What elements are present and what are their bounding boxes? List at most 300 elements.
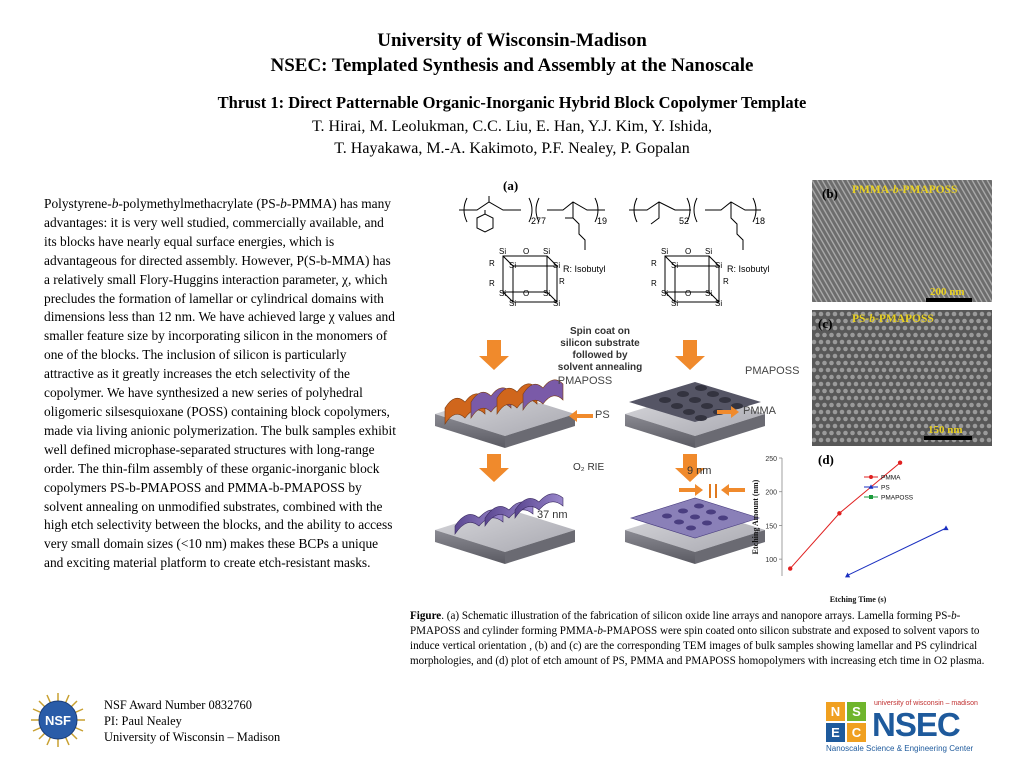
cylinder-dot <box>885 361 890 366</box>
cylinder-dot <box>945 396 950 401</box>
cylinder-dot <box>980 438 985 443</box>
cylinder-dot <box>917 368 922 373</box>
cylinder-dot <box>973 424 978 429</box>
o-atom: O <box>685 289 692 298</box>
cylinder-dot <box>917 424 922 429</box>
cylinder-dot <box>962 403 967 408</box>
cylinder-dot <box>980 424 985 429</box>
cylinder-dot <box>833 340 838 345</box>
cylinder-dot <box>962 375 967 380</box>
cylinder-dot <box>850 417 855 422</box>
si-atom: Si <box>499 289 507 298</box>
cylinder-dot <box>815 417 820 422</box>
cylinder-dot <box>938 340 943 345</box>
cylinder-dot <box>864 417 869 422</box>
cylinder-dot <box>966 326 971 331</box>
cylinder-dot <box>819 410 824 415</box>
cylinder-dot <box>819 396 824 401</box>
cylinder-dot <box>959 396 964 401</box>
cylinder-dot <box>882 396 887 401</box>
tem-b-title <box>852 184 957 196</box>
data-point-pmma <box>788 566 792 570</box>
cylinder-dot <box>843 417 848 422</box>
cylinder-dot <box>983 361 988 366</box>
cylinder-dot <box>983 347 988 352</box>
cylinder-dot <box>885 375 890 380</box>
cylinder-dot <box>899 347 904 352</box>
cylinder-dot <box>861 396 866 401</box>
cylinder-dot <box>924 410 929 415</box>
cylinder-dot <box>966 382 971 387</box>
tem-b-title-part: -PMAPOSS <box>898 184 958 196</box>
cylinder-dot <box>903 382 908 387</box>
cylinder-dot <box>906 361 911 366</box>
figure-label-a: (a) <box>503 178 519 193</box>
cylinder-dot <box>815 389 820 394</box>
cylinder-dot <box>899 431 904 436</box>
cylinder-dot <box>847 424 852 429</box>
cylinder-dot <box>980 396 985 401</box>
cylinder-dot <box>896 382 901 387</box>
cylinder-dot <box>962 431 967 436</box>
cylinder-dot <box>850 361 855 366</box>
cylinder-dot <box>843 431 848 436</box>
cylinder-dot <box>896 438 901 443</box>
spin-coat-line1: Spin coat on <box>570 326 630 337</box>
caption-text: -PMAPOSS and cylinder forming PMMA- <box>410 610 961 638</box>
cylinder-dot <box>822 347 827 352</box>
cylinder-dot <box>815 361 820 366</box>
award-number: NSF Award Number 0832760 <box>104 698 252 712</box>
cylinder-dot <box>924 368 929 373</box>
pi-name: PI: Paul Nealey <box>104 714 182 728</box>
cylinder-dot <box>833 326 838 331</box>
cylinder-dot <box>987 340 992 345</box>
cylinder-dot <box>910 340 915 345</box>
cylinder-dot <box>952 340 957 345</box>
etch-chart <box>746 450 956 608</box>
body-text-part: -polymethylmethacrylate (PS- <box>118 196 281 211</box>
cylinder-dot <box>868 438 873 443</box>
cylinder-dot <box>983 375 988 380</box>
chart-legend <box>864 475 914 502</box>
cylinder-dot <box>864 361 869 366</box>
cylinder-dot <box>850 403 855 408</box>
cylinder-dot <box>987 410 992 415</box>
cylinder-dot <box>962 417 967 422</box>
cylinder-dot <box>819 424 824 429</box>
cylinder-dot <box>903 368 908 373</box>
cylinder-dot <box>976 361 981 366</box>
cylinder-dot <box>847 340 852 345</box>
down-arrow <box>675 340 705 370</box>
cylinder-dot <box>836 389 841 394</box>
cylinder-dot <box>976 375 981 380</box>
cylinder-dot <box>917 438 922 443</box>
repeat-n3: 52 <box>679 216 690 226</box>
o-atom: O <box>685 247 692 256</box>
cylinder-dot <box>826 382 831 387</box>
cylinder-dot <box>822 389 827 394</box>
cylinder-dot <box>980 354 985 359</box>
cylinder-dot <box>882 438 887 443</box>
cylinder-dot <box>896 396 901 401</box>
cylinder-dot <box>889 326 894 331</box>
down-arrow <box>479 340 509 370</box>
legend-marker-pmaposs <box>869 495 873 499</box>
cylinder-dot <box>938 354 943 359</box>
cylinder-dot <box>955 333 960 338</box>
cylinder-dot <box>875 326 880 331</box>
cylinder-dot <box>892 431 897 436</box>
o2-rie-label: O₂ RIE <box>573 462 605 473</box>
etched-lines-slab <box>435 494 575 564</box>
cylinder-dot <box>854 438 859 443</box>
cylinder-dot <box>826 424 831 429</box>
cylinder-dot <box>840 326 845 331</box>
cylinder-dot <box>941 403 946 408</box>
cylinder-dot <box>934 319 939 324</box>
cylinder-dot <box>924 340 929 345</box>
poster-title-line2: NSEC: Templated Synthesis and Assembly at the Nanoscale <box>270 55 754 76</box>
cylinder-dot <box>906 417 911 422</box>
cylinder-dot <box>892 403 897 408</box>
cylinder-dot <box>920 389 925 394</box>
cylinder-dot <box>882 368 887 373</box>
cylinder-dot <box>973 396 978 401</box>
cylinder-dot <box>833 382 838 387</box>
spin-coat-line2: silicon substrate <box>560 338 640 349</box>
caption-text: -PMAPOSS were spin coated onto silicon substrate and exposed to solvent vapors to induce vertical orientation , (b) and (c) are the corresponding TEM images of bulk samples showing lamellar and PS cylindrical morphologies, and (d) plot of etch amount of PS, PMMA and PMAPOSS homopolymers with increasing etch time in O2 plasma. <box>410 625 985 668</box>
cylinder-dot <box>892 347 897 352</box>
cylinder-dot <box>955 389 960 394</box>
cylinder-dot <box>868 382 873 387</box>
cylinder-dot <box>854 410 859 415</box>
cylinder-dot <box>843 375 848 380</box>
cylinder-dot <box>871 361 876 366</box>
nsec-wordmark: NSEC <box>872 706 960 743</box>
cylinder-dot <box>969 375 974 380</box>
cylinder-dot <box>864 375 869 380</box>
cylinder-dot <box>924 382 929 387</box>
cylinder-dot <box>941 361 946 366</box>
cylinder-dot <box>854 368 859 373</box>
cylinder-dot <box>903 396 908 401</box>
cylinder-dot <box>889 424 894 429</box>
cylinder-dot <box>973 326 978 331</box>
body-text-part: Polystyrene- <box>44 196 112 211</box>
cylinder-dot <box>840 410 845 415</box>
cylinder-dot <box>969 403 974 408</box>
cylinder-dot <box>941 375 946 380</box>
cylinder-dot <box>969 361 974 366</box>
cylinder-dot <box>913 403 918 408</box>
cylinder-dot <box>969 389 974 394</box>
cylinder-dot <box>987 424 992 429</box>
cylinder-dot <box>903 354 908 359</box>
cylinder-dot <box>962 389 967 394</box>
cylinder-dot <box>934 403 939 408</box>
cylinder-dot <box>854 354 859 359</box>
cylinder-dot <box>927 361 932 366</box>
r-group: R <box>651 259 657 268</box>
pmaposs-right-label: PMAPOSS <box>745 365 800 377</box>
cylinder-dot <box>857 347 862 352</box>
cylinder-dot <box>910 368 915 373</box>
tem-c-title <box>852 313 934 325</box>
nsec-tile-s: S <box>847 702 866 721</box>
cylinder-dot <box>952 382 957 387</box>
cylinder-dot <box>899 361 904 366</box>
cylinder-dot <box>819 368 824 373</box>
award-university: University of Wisconsin – Madison <box>104 730 281 744</box>
cylinder-dot <box>864 403 869 408</box>
body-text-part: -PMMA) has many advantages: it is very well studied, commercially available, and its blocks have nearly equal surface energies, which is advantageous for directed assembly. However, P(S-b-MMA) has a relatively small Flory-Huggins interaction parameter, χ, which precludes the formation of lamellar or cylindrical domains with dimensions less than 12 nm. We have achieved large χ values and smaller feature size by incorporating silicon in the monomers of one of the blocks. The inclusion of silicon is particularly attractive as it greatly increases the etch selectivity of the copolymer. We have synthesized a new series of polyhedral oligomeric silsesquioxane (POSS) containing block copolymers, made via living anionic polymerization. The bulk samples exhibit well defined microphase-separated structures with long-range order. The thin-film assembly of these organic-inorganic block copolymers PS-b-PMAPOSS and PMMA-b-PMAPOSS by solvent annealing on unmodified substrates, combined with the high etch selectivity between the blocks, and the ability to access very small domain sizes (<10 nm) makes these BCPs a unique and exciting material platform to create etch-resistant masks. <box>44 196 396 571</box>
cylinder-dot <box>934 333 939 338</box>
cylinder-dot <box>868 340 873 345</box>
cylinder-dot <box>826 410 831 415</box>
cylinder-dot <box>983 431 988 436</box>
thrust-title: Thrust 1: Direct Patternable Organic-Inorganic Hybrid Block Copolymer Template <box>217 93 807 112</box>
cylinder-dot <box>987 354 992 359</box>
cylinder-dot <box>882 326 887 331</box>
cylinder-dot <box>857 389 862 394</box>
cylinder-dot <box>962 361 967 366</box>
cylinder-dot <box>857 361 862 366</box>
cylinder-dot <box>948 375 953 380</box>
cylinder-dot <box>840 438 845 443</box>
cylinder-dot <box>934 389 939 394</box>
cylinder-dot <box>840 368 845 373</box>
cylinder-dot <box>910 382 915 387</box>
cylinder-dot <box>941 347 946 352</box>
cylinder-dot <box>822 375 827 380</box>
authors-line2: T. Hayakawa, M.-A. Kakimoto, P.F. Nealey, P. Gopalan <box>334 140 690 157</box>
cylinder-dot <box>966 424 971 429</box>
cylinder-dot <box>861 424 866 429</box>
cylinder-dot <box>819 438 824 443</box>
cylinder-dot <box>889 340 894 345</box>
cylinder-dot <box>878 333 883 338</box>
cylinder-dot <box>899 417 904 422</box>
cylinder-dot <box>920 333 925 338</box>
nsec-univ-text: university of wisconsin – madison <box>874 700 978 707</box>
cylinder-dot <box>836 431 841 436</box>
cylinder-dot <box>819 340 824 345</box>
cylinder-dot <box>927 375 932 380</box>
cylinder-dot <box>969 347 974 352</box>
cylinder-dot <box>885 431 890 436</box>
cylinder-dot <box>903 410 908 415</box>
cylinder-dot <box>829 333 834 338</box>
cylinder-dot <box>826 396 831 401</box>
tem-c-title-part: PS- <box>852 313 870 325</box>
cylinder-dot <box>885 417 890 422</box>
tem-c-title-italic: b <box>869 313 875 325</box>
cylinder-dot <box>927 333 932 338</box>
cylinder-dot <box>847 354 852 359</box>
tem-b-scale-label: 200 nm <box>930 286 965 298</box>
cylinder-dot <box>868 326 873 331</box>
cylinder-dot <box>850 431 855 436</box>
cylinder-dot <box>903 326 908 331</box>
cylinder-dot <box>854 424 859 429</box>
cylinder-dot <box>924 354 929 359</box>
cylinder-dot <box>875 340 880 345</box>
si-atom: Si <box>553 261 561 270</box>
cylinder-dot <box>875 382 880 387</box>
nanopore-slab <box>625 498 765 564</box>
cylinder-dot <box>843 389 848 394</box>
cylinder-dot <box>938 396 943 401</box>
cylinder-dot <box>899 389 904 394</box>
cylinder-dot <box>910 326 915 331</box>
body-text-italic: b <box>280 196 287 211</box>
cylinder-dot <box>973 368 978 373</box>
cylinder-dot <box>959 326 964 331</box>
cylinder-dot <box>840 354 845 359</box>
cylinder-dot <box>857 431 862 436</box>
cylinder-dot <box>854 396 859 401</box>
cylinder-dot <box>822 403 827 408</box>
r-group: R <box>723 277 729 286</box>
cylinder-dot <box>885 333 890 338</box>
cylinder-dot <box>896 424 901 429</box>
si-atom: Si <box>509 299 517 308</box>
legend-label-pmma: PMMA <box>881 474 901 482</box>
cylinder-dot <box>878 417 883 422</box>
cylinder-dot <box>906 333 911 338</box>
cylinder-dot <box>973 312 978 317</box>
ps-label: PS <box>595 409 610 421</box>
poster-title-line1: University of Wisconsin-Madison <box>377 30 647 51</box>
data-point-pmma <box>898 461 902 465</box>
tem-b-title-part: PMMA- <box>852 184 893 196</box>
cylinder-dot <box>920 375 925 380</box>
cylinder-dot <box>976 403 981 408</box>
cylinder-dot <box>910 396 915 401</box>
cylinder-dot <box>913 375 918 380</box>
cylinder-dot <box>840 340 845 345</box>
cylinder-dot <box>885 403 890 408</box>
data-point-pmma <box>837 511 841 515</box>
si-atom: Si <box>499 247 507 256</box>
cylinder-dot <box>973 410 978 415</box>
cylinder-dot <box>959 340 964 345</box>
cylinder-dot <box>931 340 936 345</box>
cylinder-dot <box>906 431 911 436</box>
cylinder-dot <box>833 424 838 429</box>
cylinder-dot <box>980 382 985 387</box>
cylinder-dot <box>878 389 883 394</box>
r-group: R <box>651 279 657 288</box>
cylinder-dot <box>878 361 883 366</box>
cylinder-dot <box>955 319 960 324</box>
cylinder-dot <box>910 424 915 429</box>
cylinder-dot <box>882 410 887 415</box>
cylinder-dot <box>822 431 827 436</box>
cylinder-dot <box>850 389 855 394</box>
body-text-italic: b <box>111 196 119 211</box>
pore-size-label: 9 nm <box>687 465 712 477</box>
cylinder-dot <box>815 333 820 338</box>
cylinder-dot <box>822 417 827 422</box>
cylinder-dot <box>836 333 841 338</box>
cylinder-dot <box>857 403 862 408</box>
cylinder-dot <box>948 417 953 422</box>
cylinder-dot <box>945 326 950 331</box>
cylinder-dot <box>987 438 992 443</box>
cylinder-dot <box>969 319 974 324</box>
tem-c-title-part: -PMAPOSS <box>875 313 934 325</box>
cylinder-dot <box>959 382 964 387</box>
cylinder-dot <box>836 417 841 422</box>
cylinder-dot <box>899 375 904 380</box>
tem-b-scalebar <box>926 298 972 302</box>
cylinder-dot <box>945 368 950 373</box>
cylinder-dot <box>878 403 883 408</box>
cylinder-dot <box>829 403 834 408</box>
cylinder-dot <box>826 354 831 359</box>
cylinder-dot <box>980 312 985 317</box>
cylinder-dot <box>917 410 922 415</box>
cylinder-dot <box>934 361 939 366</box>
cylinder-dot <box>829 417 834 422</box>
tem-c-scale-label: 150 nm <box>928 424 963 436</box>
cylinder-dot <box>934 375 939 380</box>
cylinder-dot <box>969 417 974 422</box>
nsec-tile-e: E <box>826 723 845 742</box>
cylinder-dot <box>864 347 869 352</box>
cylinder-dot <box>892 361 897 366</box>
cylinder-dot <box>976 319 981 324</box>
cylinder-dot <box>840 312 845 317</box>
cylinder-dot <box>819 354 824 359</box>
cylinder-dot <box>938 326 943 331</box>
cylinder-dot <box>896 326 901 331</box>
cylinder-dot <box>910 410 915 415</box>
cylinder-dot <box>948 361 953 366</box>
cylinder-dot <box>843 403 848 408</box>
body-paragraph <box>44 195 396 573</box>
cylinder-dot <box>871 375 876 380</box>
benzene-ring <box>477 214 493 232</box>
cylinder-dot <box>955 347 960 352</box>
cylinder-dot <box>952 396 957 401</box>
r-isobutyl-label-left: R: Isobutyl <box>563 264 606 274</box>
cylinder-dot <box>822 333 827 338</box>
o-atom: O <box>523 247 530 256</box>
cylinder-dot <box>843 347 848 352</box>
cylinder-dot <box>931 382 936 387</box>
si-atom: Si <box>715 299 723 308</box>
cylinder-dot <box>882 424 887 429</box>
cylinder-dot <box>983 389 988 394</box>
cylinder-dot <box>931 326 936 331</box>
cylinder-pattern <box>812 310 992 446</box>
cylinder-dot <box>875 368 880 373</box>
cylinder-dot <box>836 361 841 366</box>
cylinder-dot <box>871 389 876 394</box>
r-group: R <box>489 259 495 268</box>
cylinder-dot <box>959 410 964 415</box>
cylinder-dot <box>976 431 981 436</box>
cylinder-dot <box>889 438 894 443</box>
cylinder-dot <box>889 354 894 359</box>
cylinder-dot <box>931 410 936 415</box>
cylinder-dot <box>917 340 922 345</box>
cylinder-dot <box>868 410 873 415</box>
